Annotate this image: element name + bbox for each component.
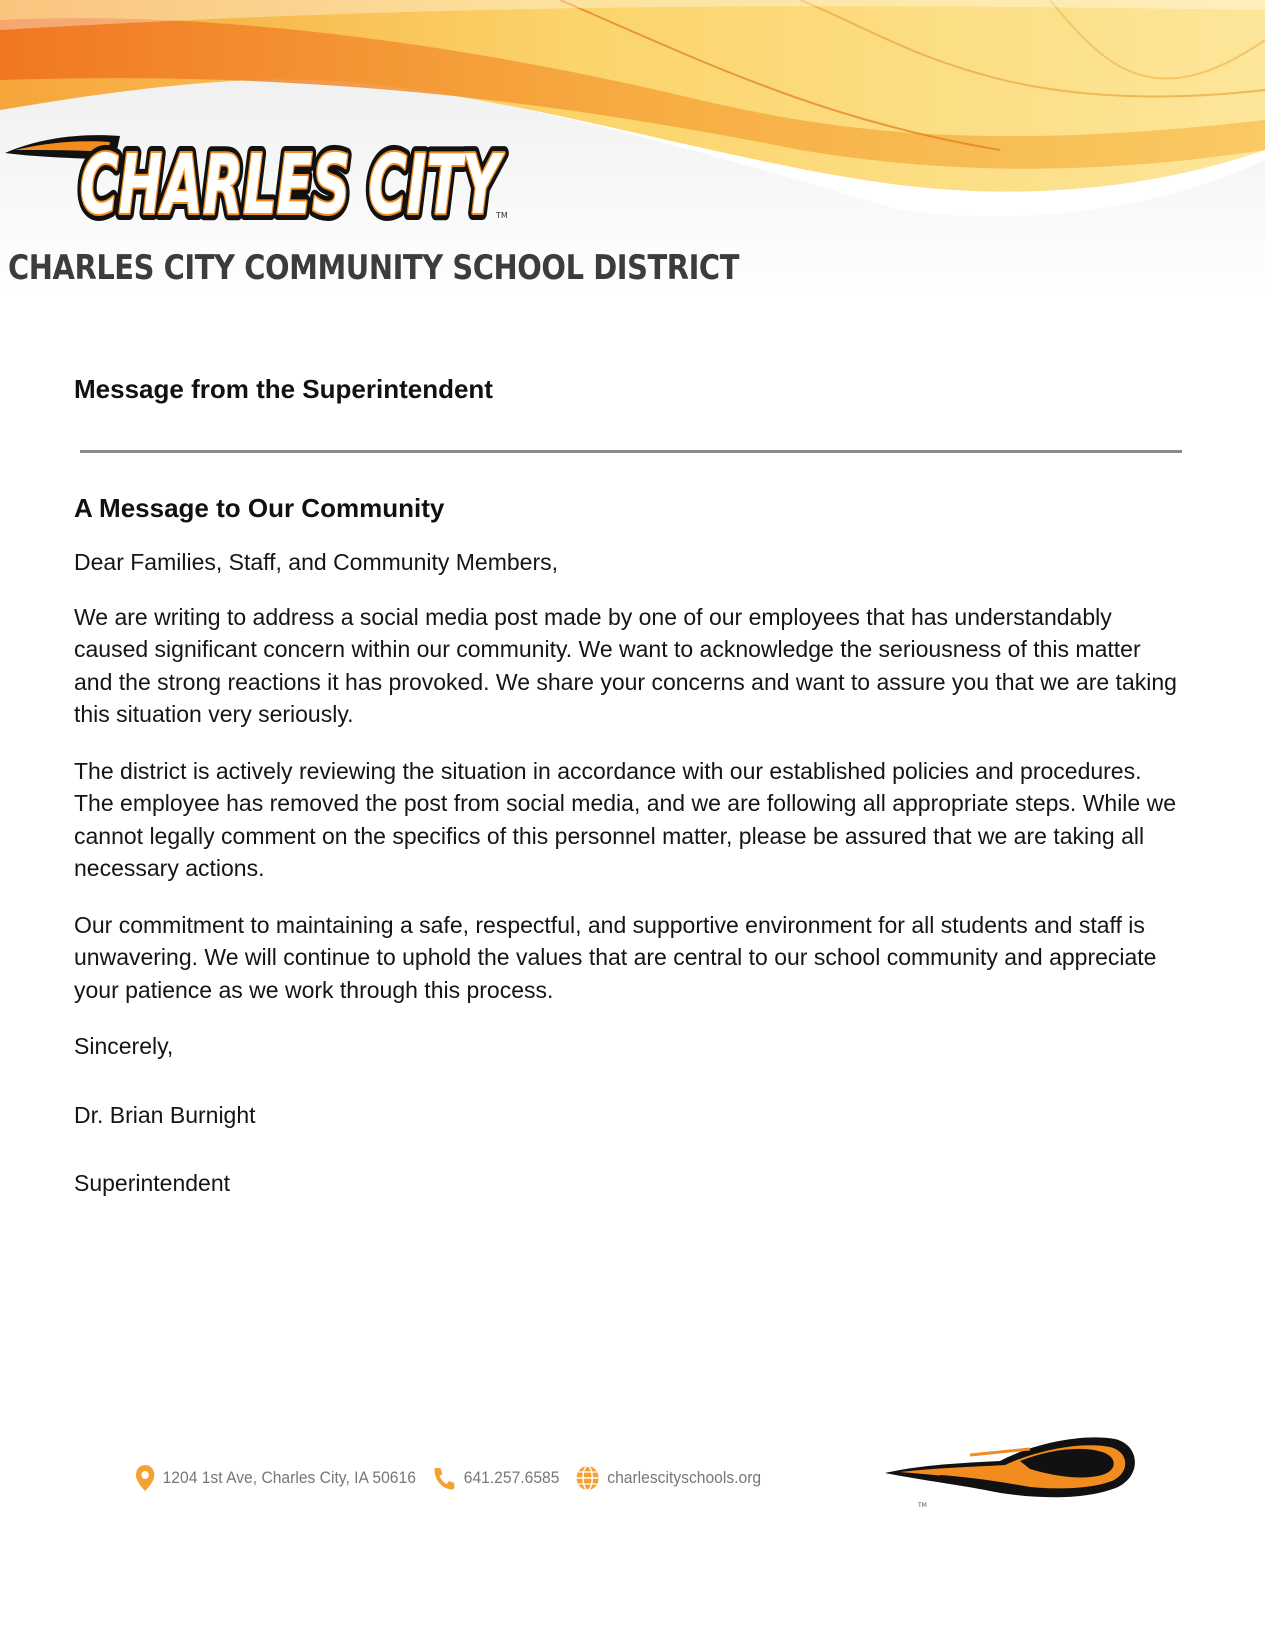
svg-text:TM: TM bbox=[496, 211, 508, 220]
location-pin-icon bbox=[135, 1464, 155, 1492]
title-divider bbox=[80, 450, 1182, 453]
address-text: 1204 1st Ave, Charles City, IA 50616 bbox=[162, 1468, 416, 1487]
phone-icon bbox=[432, 1466, 456, 1490]
website-link[interactable]: charlescityschools.org bbox=[607, 1468, 762, 1487]
footer-address bbox=[135, 1464, 416, 1492]
charles-city-logo bbox=[0, 118, 520, 238]
letter-body bbox=[74, 490, 1184, 1224]
svg-text:CHARLES CITY: CHARLES CITY bbox=[80, 138, 505, 233]
footer-phone bbox=[432, 1466, 559, 1490]
globe-icon bbox=[576, 1465, 600, 1491]
footer-website bbox=[576, 1465, 761, 1491]
footer-contact bbox=[135, 1458, 778, 1498]
paragraph: Our commitment to maintaining a safe, respectful, and supportive environment for all students and staff is unwavering. We will continue to uphold the values that are central to our school community and appreciate your patience as we work through this process. bbox=[74, 911, 1157, 1003]
svg-text:CHARLES CITY: CHARLES CITY bbox=[80, 138, 505, 233]
district-name: CHARLES CITY COMMUNITY SCHOOL DISTRICT bbox=[8, 248, 739, 288]
comet-logo-icon bbox=[880, 1425, 1140, 1510]
signer-name: Dr. Brian Burnight bbox=[74, 1101, 256, 1128]
svg-text:TM: TM bbox=[918, 1502, 927, 1509]
phone-text[interactable]: 641.257.6585 bbox=[463, 1468, 560, 1487]
svg-text:CHARLES CITY: CHARLES CITY bbox=[80, 138, 505, 233]
page-title: Message from the Superintendent bbox=[74, 374, 493, 404]
paragraph: We are writing to address a social media post made by one of our employees that has understandably caused significant concern within our community. We want to acknowledge the seriousness of this matter and the strong reactions it has provoked. We share your concerns and want to assure you that we are taking this situation very seriously. bbox=[74, 603, 1177, 727]
greeting: Dear Families, Staff, and Community Members, bbox=[74, 549, 559, 575]
paragraph: The district is actively reviewing the situation in accordance with our established policies and procedures. The employee has removed the post from social media, and we are following all appropriate steps. While we cannot legally comment on the specifics of this personnel matter, please be assured that we are taking all necessary actions. bbox=[74, 757, 1177, 881]
closing: Sincerely, bbox=[74, 1033, 174, 1059]
section-heading: A Message to Our Community bbox=[74, 493, 445, 523]
signer-title: Superintendent bbox=[74, 1170, 231, 1196]
